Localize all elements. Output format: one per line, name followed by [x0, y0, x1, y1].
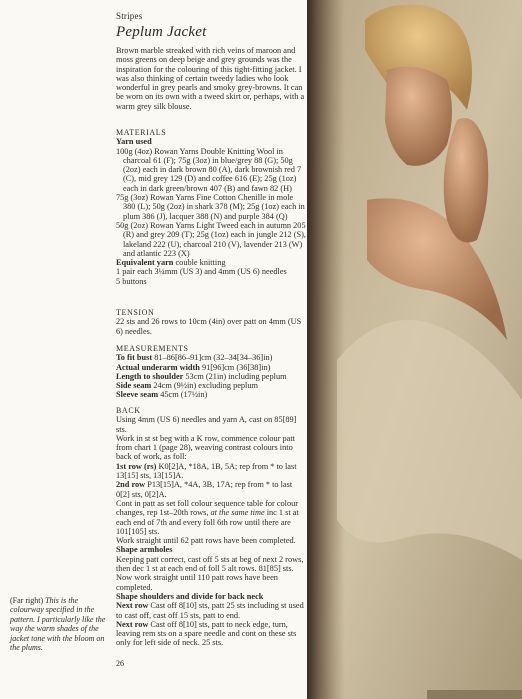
yarn-item: 75g (3oz) Rowan Yarns Fine Cotton Chenille in mole 380 (L); 50g (2oz) in shark 378 (M); 25g (1oz) each in plum 386 (J), lacquer 388 (N) and purple 384 (Q) — [116, 193, 305, 221]
pattern-row — [116, 601, 306, 620]
measurement-line — [116, 390, 306, 399]
measurement-label: Length to shoulder — [116, 371, 184, 381]
measurement-value: 81–86[86–91]cm (32–34[34–36]in) — [154, 353, 273, 363]
page-number: 26 — [116, 659, 124, 668]
row-text: P13[15]A, *4A, 3B, 17A; rep from * to last 0[2] sts, 0[2]A. — [116, 480, 293, 499]
pattern-row — [116, 462, 306, 481]
intro-paragraph-block — [116, 46, 306, 111]
measurement-label: Actual underarm width — [116, 362, 200, 372]
measurement-line — [116, 363, 306, 372]
row-text: K0[2]A, *18A, 1B, 5A; rep from * to last 13[15] sts, 13[15]A. — [116, 461, 297, 481]
materials-heading: MATERIALS — [116, 128, 167, 137]
measurement-value: 53cm (21in) including peplum — [185, 371, 287, 381]
equivalent-yarn-label: Equivalent yarn — [116, 258, 174, 268]
measurement-line — [116, 381, 306, 390]
pattern-row — [116, 480, 306, 499]
back-heading: BACK — [116, 406, 141, 415]
buttons-line: 5 buttons — [116, 276, 147, 286]
measurement-value: 91[96]cm (36[38]in) — [201, 362, 271, 372]
back-section — [116, 406, 306, 648]
armholes-heading: Shape armholes — [116, 545, 173, 555]
back-paragraph: Keeping patt correct, cast off 5 sts at beg of next 2 rows, then dec 1 st at each end of foll 5 alt rows. 81[85] sts. Now work straight until 110 patt rows have been completed. — [116, 554, 304, 592]
back-paragraph — [116, 499, 306, 536]
measurement-label: Side seam — [116, 381, 152, 391]
needles-line: 1 pair each 3¼mm (US 3) and 4mm (US 6) needles — [116, 267, 287, 277]
section-label: Stripes — [116, 11, 143, 21]
back-paragraph: Work in st st beg with a K row, commence colour patt from chart 1 (page 28), weaving contrast colours into back of work, as foll: — [116, 433, 295, 462]
measurement-value: 24cm (9½in) excluding peplum — [153, 381, 258, 391]
caption-text: This is the colourway specified in the pattern. I particularly like the way the warm shades of the jacket tone with the bloom on the plums. — [10, 596, 106, 653]
row-label: Next row — [116, 619, 149, 629]
pattern-text-column — [116, 0, 306, 699]
measurement-value: 45cm (17½in) — [160, 390, 208, 400]
back-text: inc 1 st at each end of 7th and every foll 6th row until there are 101[105] sts. — [116, 508, 299, 536]
row-label: 1st row (rs) — [116, 461, 157, 471]
caption-lead: (Far right) — [10, 596, 44, 605]
model-photo — [307, 0, 522, 699]
pattern-row — [116, 620, 306, 648]
measurement-line — [116, 353, 306, 362]
measurements-section — [116, 344, 306, 400]
shoulders-heading: Shape shoulders and divide for back neck — [116, 591, 264, 601]
intro-paragraph: Brown marble streaked with rich veins of maroon and moss greens on deep beige and grey grounds was the inspiration for the colouring of this tight-fitting jacket. I was also thinking of certain tweedy ladies who look wonderful in grey pearls and smoky grey-browns. It can be worn on its own with a tweed skirt or, perhaps, with a warm grey silk blouse. — [116, 46, 305, 111]
yarn-item: 100g (4oz) Rowan Yarns Double Knitting Wool in charcoal 61 (F); 75g (3oz) in blue/grey 88 (G); 50g (2oz) each in dark brown 80 (A), dark brownish red 7 (C), mid grey 129 (D) and coffee 616 (E); 25g (1oz) each in dark green/brown 407 (B) and fawn 82 (H) — [116, 146, 302, 193]
equivalent-yarn-text: couble knitting — [175, 258, 226, 268]
back-paragraph: Work straight until 62 patt rows have been completed. — [116, 536, 296, 546]
back-text: Cont in patt as set foll colour sequence table for colour changes, rep 1st–20th rows, — [116, 498, 299, 518]
materials-section — [116, 128, 306, 286]
measurement-line — [116, 372, 306, 381]
photo-caption — [10, 596, 110, 652]
yarn-used-heading: Yarn used — [116, 137, 152, 147]
measurement-label: Sleeve seam — [116, 390, 159, 400]
measurement-label: To fit bust — [116, 353, 153, 363]
measurements-heading: MEASUREMENTS — [116, 344, 189, 353]
row-label: Next row — [116, 601, 149, 611]
tension-section — [116, 308, 306, 336]
row-label: 2nd row — [116, 480, 146, 490]
back-emphasis: at the same time — [210, 508, 265, 518]
tension-text: 22 sts and 26 rows to 10cm (4in) over patt on 4mm (US 6) needles. — [116, 317, 302, 336]
row-text: Cast off 8[10] sts, patt 25 sts including st used to cast off, cast off 15 sts, patt to end. — [116, 601, 304, 620]
equivalent-yarn-line — [116, 258, 306, 267]
page-title: Peplum Jacket — [116, 24, 207, 40]
tension-heading: TENSION — [116, 308, 155, 317]
yarn-item: 50g (2oz) Rowan Yarns Light Tweed each in autumn 205 (R) and grey 209 (T); 25g (1oz) each in jungle 212 (S), lakeland 222 (U), charcoal 210 (V), lavender 213 (W) and atlantic 223 (X) — [116, 220, 306, 258]
back-paragraph: Using 4mm (US 6) needles and yarn A, cast on 85[89] sts. — [116, 415, 297, 434]
row-text: Cast off 8[10] sts, patt to neck edge, turn, leaving rem sts on a spare needle and cont on these sts only for left side of neck. 25 sts. — [116, 619, 297, 648]
